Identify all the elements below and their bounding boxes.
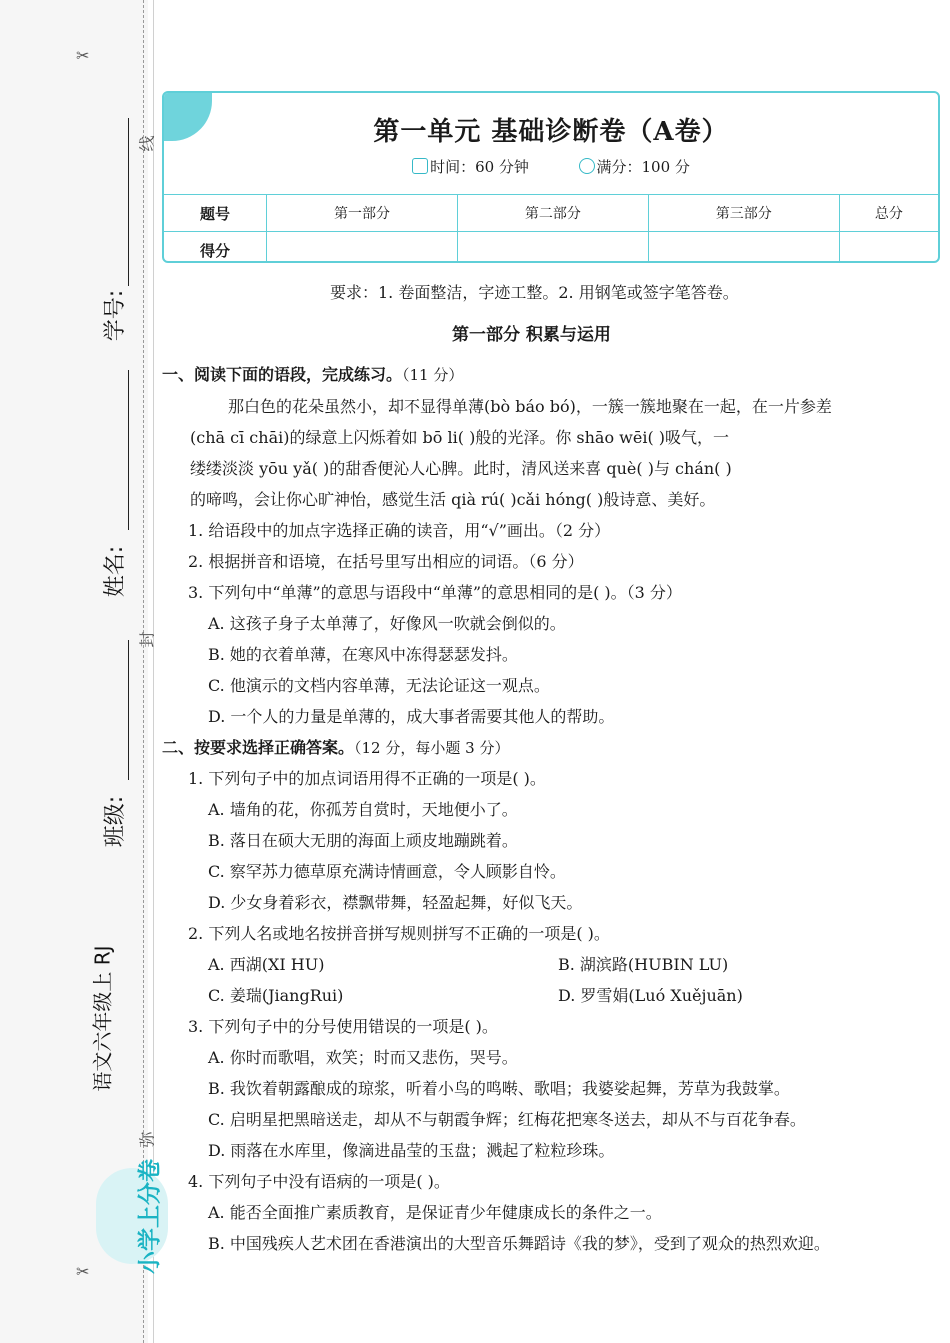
option: A. 你时而歌唱，欢笑；时而又悲伤，哭号。 [208,1048,518,1067]
section1-points: （11 分） [402,366,464,384]
name-label: 姓名: [103,545,129,598]
paragraph-line: (chā cī chāi)的绿意上闪烁着如 bō li( )般的光泽。你 shāo wēi( )吸气，一 [190,428,730,447]
score-cell: 第三部分 [648,195,839,232]
option: B. 湖滨路(HUBIN LU) [558,955,729,974]
option: B. 我饮着朝露酿成的琼浆，听着小鸟的鸣啭、歌唱；我婆娑起舞，芳草为我鼓掌。 [208,1079,790,1098]
option: C. 他演示的文档内容单薄，无法论证这一观点。 [208,676,550,695]
part-title: 第一部分 积累与运用 [452,325,611,345]
section2-heading [162,735,509,758]
score-cell: 总分 [839,195,938,232]
book-label: 语文六年级上 RJ [90,945,115,1092]
exam-time: 时间：60 分钟 [430,158,529,176]
student-id-line [128,118,129,286]
option: B. 中国残疾人艺术团在香港演出的大型音乐舞蹈诗《我的梦》，受到了观众的热烈欢迎。 [208,1234,830,1253]
score-input-cell[interactable] [839,232,938,264]
option: C. 姜瑞(JiangRui) [208,986,344,1005]
paragraph-line: 缕缕淡淡 yōu yǎ( )的甜香便沁人心脾。此时，清风送来喜 què( )与 chán( ) [190,459,732,478]
section2-points: （12 分，每小题 3 分） [354,739,510,757]
score-cell: 第一部分 [267,195,458,232]
cut-mark-mid: 封 [137,631,157,648]
option: C. 察罕苏力德草原充满诗情画意，令人顾影自怜。 [208,862,566,881]
option: D. 一个人的力量是单薄的，成大事者需要其他人的帮助。 [208,707,615,726]
name-line [128,370,129,530]
option: D. 少女身着彩衣，襟飘带舞，轻盈起舞，好似飞天。 [208,893,583,912]
option: B. 落日在硕大无朋的海面上顽皮地蹦跳着。 [208,831,518,850]
option: C. 启明星把黑暗送走，却从不与朝霞争辉；红梅花把寒冬送去，却从不与百花争春。 [208,1110,806,1129]
exam-title: 第一单元 基础诊断卷（A卷） [373,117,729,147]
option: A. 这孩子身子太单薄了，好像风一吹就会倒似的。 [208,614,566,633]
cut-mark-top: 线 [137,135,157,152]
question: 3. 下列句中“单薄”的意思与语段中“单薄”的意思相同的是( )。（3 分） [188,583,682,602]
cut-mark-bottom: 弥 [137,1131,157,1148]
score-cell: 得分 [164,232,267,264]
scissors-icon: ✂ [76,1262,90,1281]
question: 2. 根据拼音和语境，在括号里写出相应的词语。（6 分） [188,552,584,571]
score-input-cell[interactable] [457,232,648,264]
score-cell: 题号 [164,195,267,232]
question: 1. 给语段中的加点字选择正确的读音，用“√”画出。（2 分） [188,521,611,540]
score-input-cell[interactable] [267,232,458,264]
option: D. 雨落在水库里，像滴进晶莹的玉盘；溅起了粒粒珍珠。 [208,1141,615,1160]
exam-header [162,91,940,263]
section1-heading-text: 一、阅读下面的语段，完成练习。 [162,365,403,384]
score-table-score-row [164,232,938,264]
option: A. 能否全面推广素质教育，是保证青少年健康成长的条件之一。 [208,1203,662,1222]
brand-logo-text: 小学上分卷 [137,1159,163,1274]
paragraph-line: 那白色的花朵虽然小，却不显得单薄(bò báo bó)，一簇一簇地聚在一起，在一片参差 [228,397,832,416]
binding-strip [0,0,148,1343]
option: B. 她的衣着单薄，在寒风中冻得瑟瑟发抖。 [208,645,518,664]
scissors-icon: ✂ [76,46,90,65]
requirement: 要求：1. 卷面整洁，字迹工整。2. 用钢笔或签字笔答卷。 [330,283,739,302]
option: A. 墙角的花，你孤芳自赏时，天地便小了。 [208,800,518,819]
score-table-header-row [164,195,938,232]
exam-meta [164,156,938,177]
class-label: 班级: [103,795,129,848]
exam-score: 满分：100 分 [596,158,690,176]
score-table [164,194,938,263]
class-line [128,640,129,780]
score-cell: 第二部分 [457,195,648,232]
question: 3. 下列句子中的分号使用错误的一项是( )。 [188,1017,498,1036]
score-input-cell[interactable] [648,232,839,264]
score-icon [579,158,595,174]
question: 4. 下列句子中没有语病的一项是( )。 [188,1172,450,1191]
option: D. 罗雪娟(Luó Xuějuān) [558,986,743,1005]
section1-heading [162,362,463,385]
section2-heading-text: 二、按要求选择正确答案。 [162,738,355,757]
question: 1. 下列句子中的加点词语用得不正确的一项是( )。 [188,769,546,788]
student-id-label: 学号: [103,289,129,342]
hourglass-icon [412,158,428,174]
question: 2. 下列人名或地名按拼音拼写规则拼写不正确的一项是( )。 [188,924,610,943]
paragraph-line: 的啼鸣，会让你心旷神怡，感觉生活 qià rú( )cǎi hóng( )般诗意、美好。 [190,490,716,509]
option: A. 西湖(XI HU) [208,955,325,974]
